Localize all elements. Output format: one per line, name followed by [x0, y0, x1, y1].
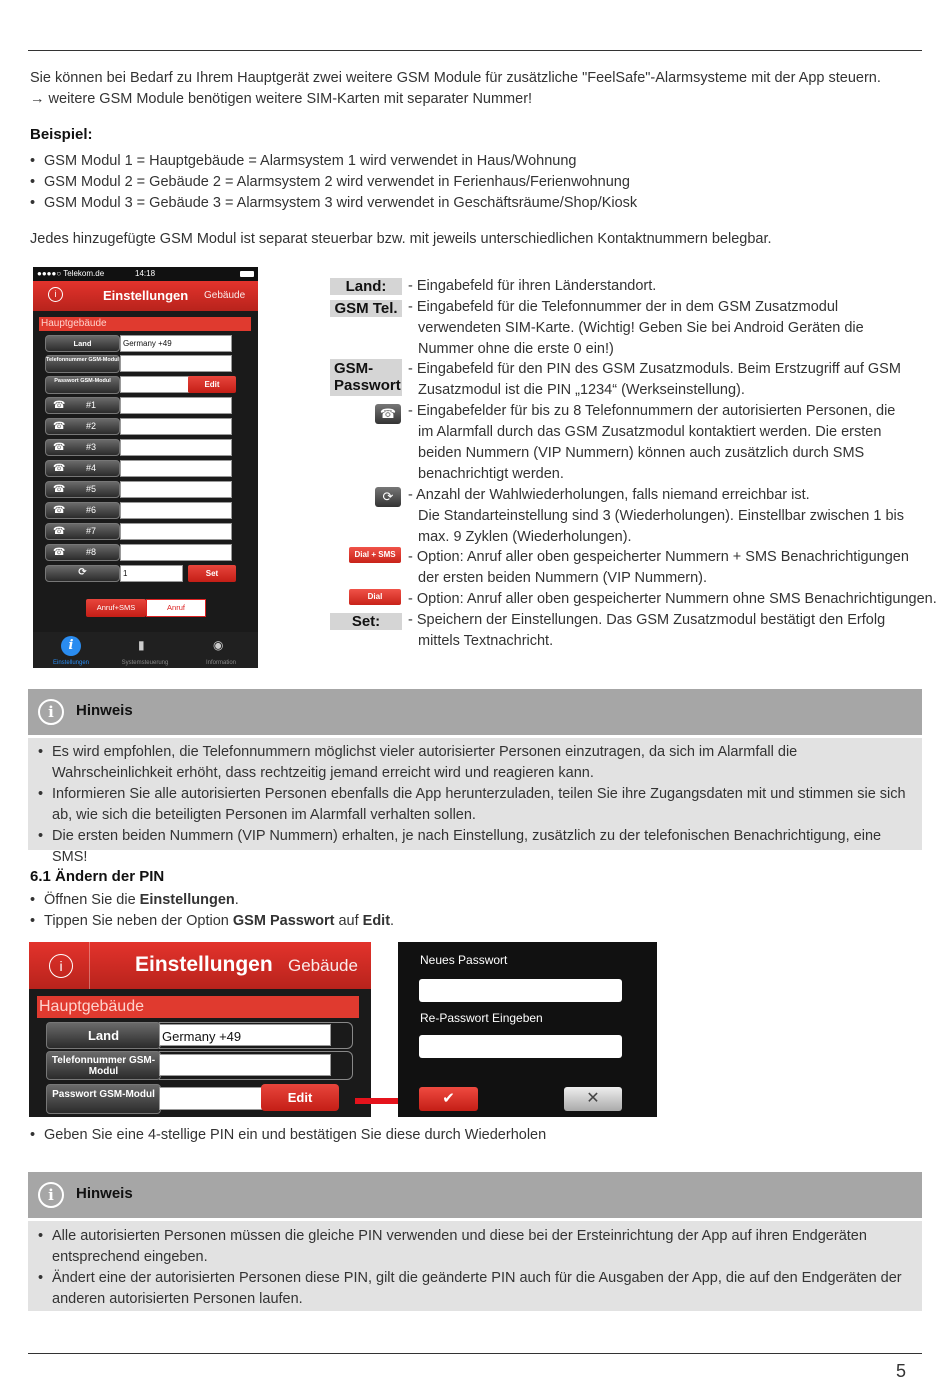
step-text: Tippen Sie neben der Option	[44, 913, 233, 929]
toggle-call-sms[interactable]: Anruf+SMS	[86, 599, 146, 617]
phone-number-label: #5	[86, 484, 97, 494]
password-dialog-screenshot	[398, 942, 657, 1117]
new-password-input[interactable]	[419, 979, 622, 1002]
list-item: • Die ersten beiden Nummern (VIP Nummern) erhalten, je nach Einstellung, zusätzlich zu der telefonischen Benachrichtigung, eine SMS!	[38, 826, 912, 868]
phone-number-label: #2	[86, 421, 97, 431]
info-tab-icon[interactable]: i	[61, 636, 81, 656]
legend-repeat-line: - Anzahl der Wahlwiederholungen, falls niemand erreichbar ist.	[408, 487, 810, 503]
phone-number-label: #4	[86, 463, 97, 473]
edit-button[interactable]: Edit	[188, 376, 236, 393]
legend-repeat-line: Die Standarteinstellung sind 3 (Wiederholungen). Einstellbar zwischen 1 bis	[418, 508, 905, 524]
phone-number-field[interactable]	[120, 418, 232, 435]
phone-number-field[interactable]	[120, 523, 232, 540]
lock-icon[interactable]: ▮	[138, 638, 145, 652]
repeat-password-label: Re-Passwort Eingeben	[420, 1011, 543, 1025]
arrow-line	[355, 1098, 400, 1104]
close-icon: ✕	[586, 1090, 600, 1107]
clock-label: 14:18	[135, 269, 156, 278]
list-item: • Es wird empfohlen, die Telefonnummern möglichst vieler autorisierter Personen einzutragen, da sich im Alarmfall die Wahrscheinlichkeit erhöht, dass rechtzeitig jemand erreicht wird und reagieren kann.	[38, 742, 912, 784]
telephone-icon: ☎	[53, 463, 66, 474]
checkmark-icon: ✔	[442, 1090, 455, 1107]
divider	[89, 942, 90, 989]
step-emphasis: GSM Passwort	[232, 913, 335, 929]
intro-line2: → weitere GSM Module benötigen weitere SIM-Karten mit separater Nummer!	[30, 91, 533, 107]
phone-number-field[interactable]	[120, 544, 232, 561]
phone-number-label: #7	[86, 526, 97, 536]
step-text: Öffnen Sie die	[44, 892, 140, 908]
step-text: .	[390, 913, 395, 929]
tel-field[interactable]	[120, 355, 232, 372]
telephone-icon: ☎	[53, 547, 66, 558]
phone-number-button[interactable]	[45, 460, 120, 477]
telephone-icon: ☎	[53, 442, 66, 453]
zoom-building-name: Hauptgebäude	[37, 996, 359, 1018]
phone-number-label: #1	[86, 400, 97, 410]
cancel-button[interactable]	[564, 1087, 622, 1111]
repeat-password-input[interactable]	[419, 1035, 622, 1058]
tab-system[interactable]: Systemsteuerung	[121, 660, 169, 666]
legend-gsmtel-line: verwendeten SIM-Karte. (Wichtig! Geben Sie bei Android Geräten die	[418, 320, 864, 336]
note-body	[28, 738, 922, 865]
confirm-button[interactable]	[419, 1087, 478, 1111]
phone-number-button[interactable]	[45, 397, 120, 414]
zoom-edit-button[interactable]: Edit	[261, 1084, 339, 1111]
password-button[interactable]: Passwort GSM-Modul	[45, 376, 120, 394]
phone-number-button[interactable]	[45, 544, 120, 561]
note-body	[28, 1221, 922, 1311]
example-list	[30, 151, 637, 214]
legend-tag-gsm-password-line: Passwort	[334, 377, 401, 394]
telephone-icon: ☎	[53, 421, 66, 432]
building-name: Hauptgebäude	[39, 317, 251, 331]
building-tab[interactable]: Gebäude	[204, 290, 246, 301]
telephone-icon: ☎	[53, 526, 66, 537]
list-item: • Geben Sie eine 4-stellige PIN ein und bestätigen Sie diese durch Wiederholen	[30, 1125, 546, 1146]
tel-button[interactable]: Telefonnummer GSM-Modul	[45, 355, 120, 373]
list-item: • Ändert eine der autorisierten Personen diese PIN, gilt die geänderte PIN auch für die Ausgaben der App, die auf den Endgeräten der anderen autorisierten Personen laufen.	[38, 1268, 912, 1310]
phone-number-field[interactable]	[120, 502, 232, 519]
telephone-icon: ☎	[53, 505, 66, 516]
phone-number-button[interactable]	[45, 439, 120, 456]
new-password-label: Neues Passwort	[420, 953, 508, 967]
repeat-field[interactable]: 1	[120, 565, 183, 582]
legend-tag-gsm-password	[330, 359, 402, 396]
top-rule	[28, 50, 922, 51]
list-item	[30, 911, 394, 932]
eye-icon[interactable]: ◉	[213, 638, 224, 652]
note-header	[28, 689, 922, 735]
legend-gsmtel-line: Nummer ohne die erste 0 ein!)	[418, 341, 614, 357]
step-emphasis: Einstellungen	[139, 892, 235, 908]
legend-gsmtel-line: - Eingabefeld für die Telefonnummer der in dem GSM Zusatzmodul	[408, 299, 839, 315]
legend-tag-gsm-password-line: GSM-	[334, 360, 374, 377]
legend-phone-line: - Eingabefelder für bis zu 8 Telefonnummern der autorisierten Personen, die	[408, 403, 896, 419]
legend-phone-line: beiden Nummern (VIP Nummern) können auch zusätzlich durch SMS	[418, 445, 865, 461]
zoom-land-button[interactable]: Land	[46, 1022, 161, 1049]
zoom-title: Einstellungen	[135, 953, 273, 976]
note-title: Hinweis	[76, 702, 133, 719]
phone-number-label: #6	[86, 505, 97, 515]
zoom-password-button[interactable]: Passwort GSM-Modul	[46, 1084, 161, 1114]
legend-gsmpw-line: - Eingabefeld für den PIN des GSM Zusatzmoduls. Beim Erstzugriff auf GSM	[408, 361, 901, 377]
telephone-icon: ☎	[375, 404, 401, 424]
telephone-icon: ☎	[53, 484, 66, 495]
phone-number-field[interactable]	[120, 397, 232, 414]
zoom-tel-frame	[159, 1051, 353, 1080]
step-text: auf	[334, 913, 363, 929]
list-item: • GSM Modul 3 = Gebäude 3 = Alarmsystem 3 wird verwendet in Geschäftsräume/Shop/Kiosk	[30, 193, 637, 214]
zoom-settings-screenshot	[29, 942, 371, 1117]
page-number: 5	[896, 1361, 907, 1381]
phone-number-field[interactable]	[120, 439, 232, 456]
legend-set-line: - Speichern der Einstellungen. Das GSM Zusatzmodul bestätigt den Erfolg	[408, 612, 886, 628]
legend-dialsms-line: der ersten beiden Nummern (VIP Nummern).	[418, 570, 708, 586]
legend-repeat-line: max. 9 Zyklen (Wiederholungen).	[418, 529, 632, 545]
password-field[interactable]	[120, 376, 190, 393]
app-settings-screenshot	[33, 267, 258, 668]
example-heading: Beispiel:	[30, 126, 93, 143]
dial-sms-button: Dial + SMS	[349, 547, 401, 563]
list-item: • Informieren Sie alle autorisierten Personen ebenfalls die App herunterzuladen, teilen Sie ihre Zugangsdaten mit und stimmen sie sich ab, wie sich die beteiligten Personen im Alarmfall verhalten sollen.	[38, 784, 912, 826]
note-title: Hinweis	[76, 1185, 133, 1202]
step-text: .	[234, 892, 239, 908]
telephone-icon: ☎	[53, 400, 66, 411]
note-header	[28, 1172, 922, 1218]
list-item: • GSM Modul 1 = Hauptgebäude = Alarmsystem 1 wird verwendet in Haus/Wohnung	[30, 151, 637, 172]
carrier-label: ●●●●○ Telekom.de	[37, 269, 105, 278]
phone-number-label: #3	[86, 442, 97, 452]
legend-dial-text: - Option: Anruf aller oben gespeicherter Nummern ohne SMS Benachrichtigungen.	[408, 591, 937, 607]
bottom-rule	[28, 1353, 922, 1354]
example-summary: Jedes hinzugefügte GSM Modul ist separat steuerbar bzw. mit jeweils unterschiedlichen Kontaktnummern belegbar.	[30, 231, 772, 247]
phone-number-button[interactable]	[45, 481, 120, 498]
list-item: • Alle autorisierten Personen müssen die gleiche PIN verwenden und diese bei der Ersteinrichtung der App auf ihren Endgeräten entsprechend eingeben.	[38, 1226, 912, 1268]
phone-number-button[interactable]	[45, 418, 120, 435]
phone-number-field[interactable]	[120, 460, 232, 477]
info-icon[interactable]: i	[49, 954, 73, 978]
step-emphasis: Edit	[362, 913, 391, 929]
status-bar	[33, 267, 258, 281]
phone-number-button[interactable]	[45, 523, 120, 540]
app-title: Einstellungen	[103, 288, 189, 303]
legend-land-text: - Eingabefeld für ihren Länderstandort.	[408, 278, 657, 294]
tab-bar	[33, 632, 258, 668]
phone-number-label: #8	[86, 547, 97, 557]
list-item: • GSM Modul 2 = Gebäude 2 = Alarmsystem 2 wird verwendet in Ferienhaus/Ferienwohnung	[30, 172, 637, 193]
list-item	[30, 890, 394, 911]
toggle-call[interactable]: Anruf	[146, 599, 206, 617]
legend-tag-gsmtel: GSM Tel.	[330, 300, 402, 317]
section-heading: 6.1 Ändern der PIN	[30, 868, 165, 885]
phone-number-field[interactable]	[120, 481, 232, 498]
zoom-land-field[interactable]: Germany +49	[159, 1024, 331, 1046]
info-icon[interactable]: i	[48, 287, 63, 302]
legend-tag-set: Set:	[330, 613, 402, 630]
legend-phone-line: benachrichtigt werden.	[418, 466, 564, 482]
legend-dialsms-line: - Option: Anruf aller oben gespeicherter Nummern + SMS Benachrichtigungen	[408, 549, 909, 565]
tab-information[interactable]: Information	[205, 660, 236, 666]
zoom-land-frame	[159, 1022, 353, 1049]
zoom-tel-button[interactable]: Telefonnummer GSM-Modul	[46, 1051, 161, 1080]
intro-line1: Sie können bei Bedarf zu Ihrem Hauptgerät zwei weitere GSM Module für zusätzliche "FeelSafe"-Alarmsysteme mit der App steuern.	[30, 70, 881, 86]
zoom-building-tab[interactable]: Gebäude	[288, 956, 358, 975]
zoom-password-field[interactable]	[159, 1087, 264, 1110]
section-steps	[30, 890, 394, 932]
phone-number-button[interactable]	[45, 502, 120, 519]
set-button[interactable]: Set	[188, 565, 236, 582]
app-header	[33, 281, 258, 311]
legend-tag-land: Land:	[330, 278, 402, 295]
repeat-button[interactable]: ⟳	[45, 565, 120, 582]
after-steps	[30, 1125, 546, 1146]
zoom-header	[29, 942, 371, 989]
dial-button: Dial	[349, 589, 401, 605]
legend-phone-line: im Alarmfall durch das GSM Zusatzmodul kontaktiert werden. Die ersten	[418, 424, 882, 440]
legend-gsmpw-line: Zusatzmodul ist die PIN „1234“ (Werkseinstellung).	[418, 382, 745, 398]
tab-settings[interactable]: Einstellungen	[52, 660, 90, 666]
legend-set-line: mittels Textnachricht.	[418, 633, 554, 649]
info-icon: i	[38, 699, 64, 725]
repeat-icon: ⟳	[375, 487, 401, 507]
battery-icon	[240, 271, 254, 277]
land-button[interactable]: Land	[45, 335, 120, 352]
land-field[interactable]: Germany +49	[120, 335, 232, 352]
info-icon: i	[38, 1182, 64, 1208]
